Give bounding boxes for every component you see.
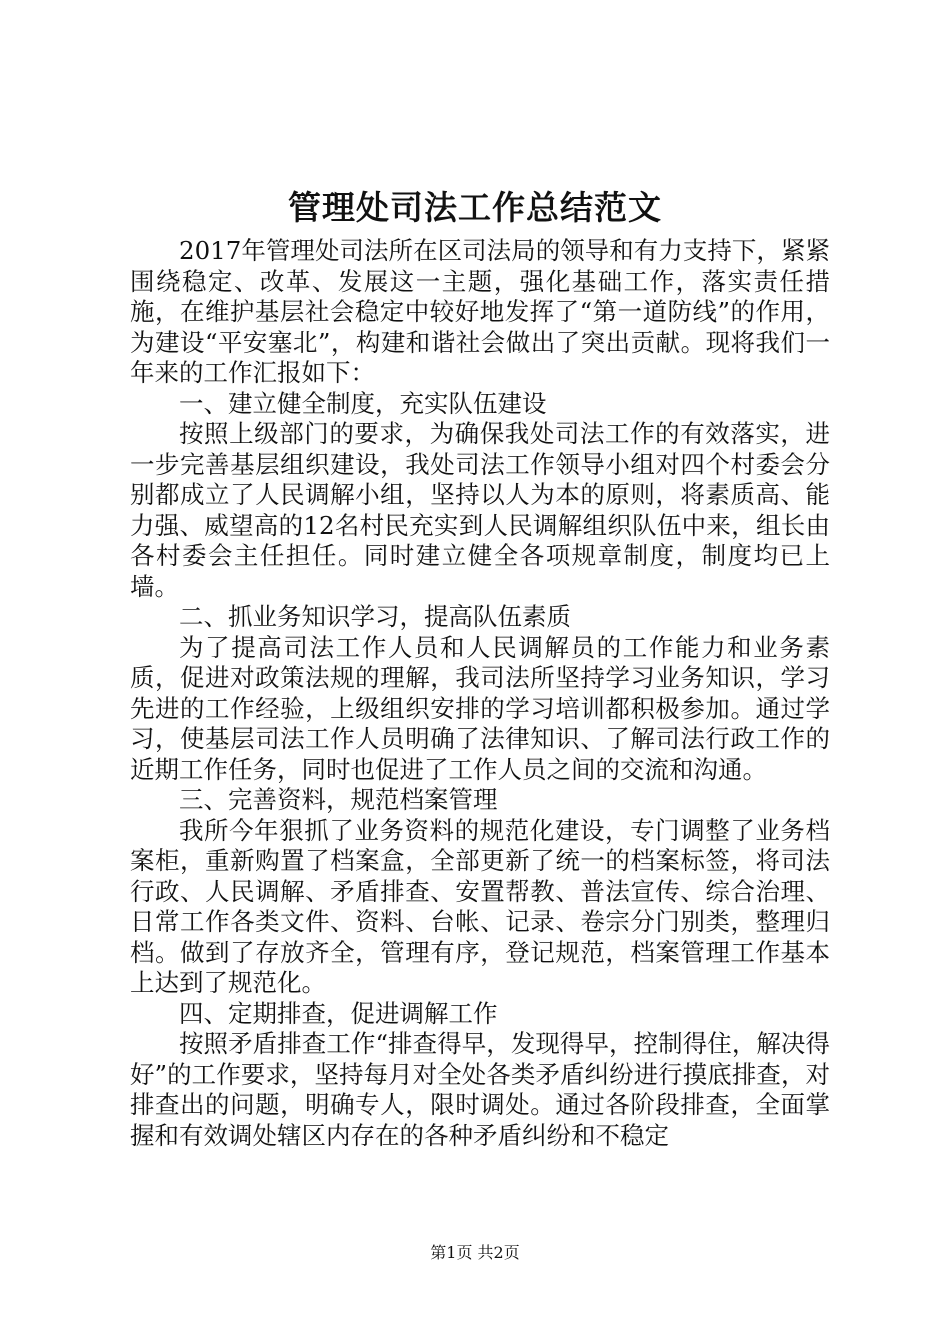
section-paragraph-3: 我所今年狠抓了业务资料的规范化建设，专门调整了业务档案柜，重新购置了档案盒，全部更新了统一的档案标签，将司法行政、人民调解、矛盾排查、安置帮教、普法宣传、综合治理、日常工作各类文件、资料、台帐、记录、卷宗分门别类，整理归档。做到了存放齐全，管理有序，登记规范，档案管理工作基本上达到了规范化。 — [130, 815, 830, 997]
section-paragraph-2: 为了提高司法工作人员和人民调解员的工作能力和业务素质，促进对政策法规的理解，我司法所坚持学习业务知识，学习先进的工作经验，上级组织安排的学习培训都积极参加。通过学习，使基层司法工作人员明确了法律知识、了解司法行政工作的近期工作任务，同时也促进了工作人员之间的交流和沟通。 — [130, 632, 830, 784]
section-heading-1: 一、建立健全制度，充实队伍建设 — [179, 388, 547, 418]
section-heading-3: 三、完善资料，规范档案管理 — [179, 785, 498, 814]
section-paragraph-1: 按照上级部门的要求，为确保我处司法工作的有效落实，进一步完善基层组织建设，我处司法工作领导小组对四个村委会分别都成立了人民调解小组，坚持以人为本的原则，将素质高、能力强、威望高的12名村民充实到人民调解组织队伍中来，组长由各村委会主任担任。同时建立健全各项规章制度，制度均已上墙。 — [130, 419, 830, 601]
section-paragraph-4: 按照矛盾排查工作“排查得早，发现得早，控制得住，解决得好”的工作要求，坚持每月对全处各类矛盾纠纷进行摸底排查，对排查出的问题，明确专人，限时调处。通过各阶段排查，全面掌握和有效调处辖区内存在的各种矛盾纠纷和不稳定 — [130, 1029, 830, 1150]
document-title: 管理处司法工作总结范文 — [288, 188, 662, 227]
section-heading-4: 四、定期排查，促进调解工作 — [179, 998, 498, 1028]
page-number-footer: 第1页 共2页 — [430, 1243, 520, 1262]
intro-paragraph: 2017年管理处司法所在区司法局的领导和有力支持下，紧紧围绕稳定、改革、发展这一主题，强化基础工作，落实责任措施，在维护基层社会稳定中较好地发挥了“第一道防线”的作用，为建设“平安塞北”，构建和谐社会做出了突出贡献。现将我们一年来的工作汇报如下： — [130, 236, 830, 387]
section-heading-2: 二、抓业务知识学习，提高队伍素质 — [179, 602, 571, 631]
document-body — [130, 236, 830, 1151]
